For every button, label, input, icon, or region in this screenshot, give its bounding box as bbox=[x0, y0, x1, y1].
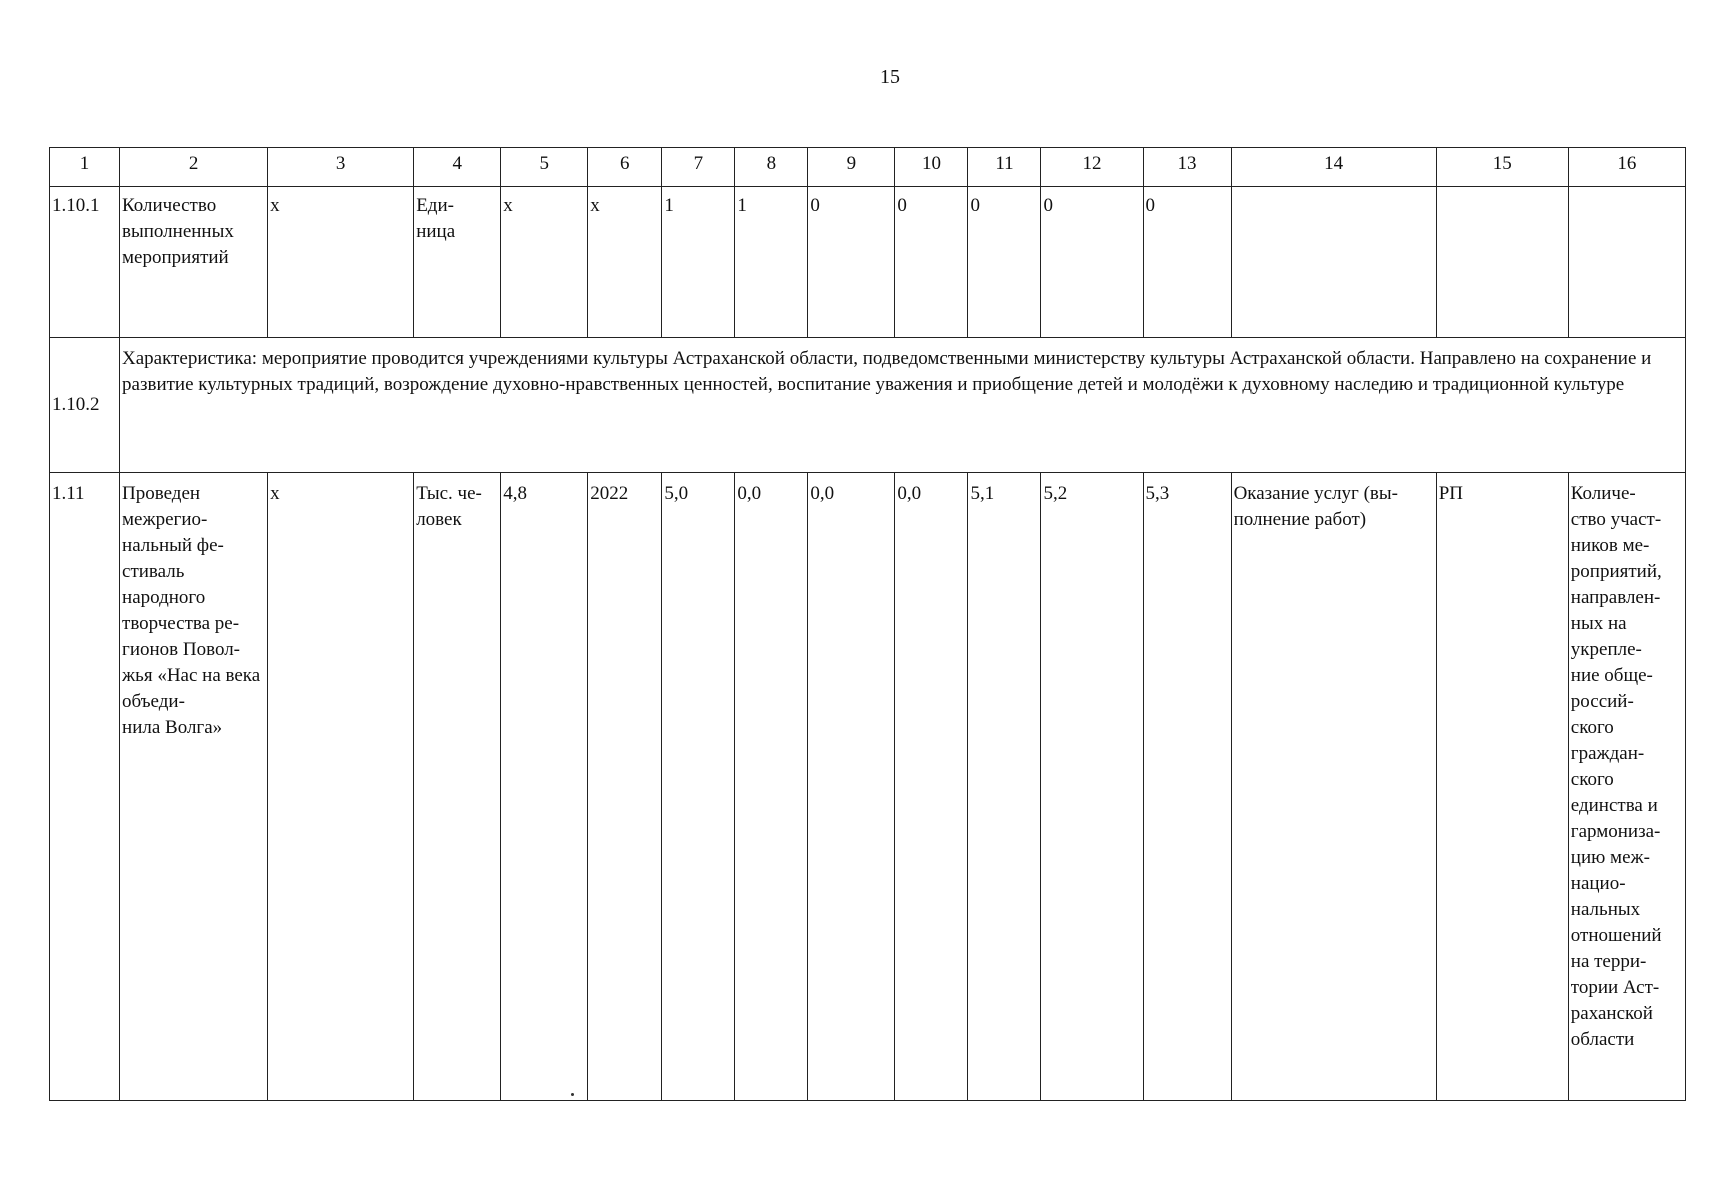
table-cell: 0,0 bbox=[895, 473, 968, 1101]
table-cell: 4,8 bbox=[501, 473, 588, 1101]
unit-cell: Еди- ница bbox=[414, 187, 501, 338]
header-cell: 15 bbox=[1436, 148, 1568, 187]
table-cell bbox=[1568, 187, 1685, 338]
scan-speck bbox=[571, 1093, 574, 1096]
header-cell: 12 bbox=[1041, 148, 1143, 187]
header-cell: 7 bbox=[662, 148, 735, 187]
header-cell: 14 bbox=[1231, 148, 1436, 187]
service-type-cell: Оказание услуг (вы- полнение работ) bbox=[1231, 473, 1436, 1101]
table-cell: 1 bbox=[735, 187, 808, 338]
header-cell: 3 bbox=[268, 148, 414, 187]
indicator-name: Проведен межрегио- нальный фе- стиваль народного творчества ре- гионов Повол- жья «Нас на века объеди- нила Волга» bbox=[120, 473, 268, 1101]
table-cell: 1 bbox=[662, 187, 735, 338]
characteristic-text: Характеристика: мероприятие проводится учреждениями культуры Астраханской области, подведомственными министерству культуры Астраханской области. Направлено на сохранение и развитие культурных традиций, возрождение духовно-нравственных ценностей, воспитание уважения и приобщение детей и молодёжи к духовному наследию и традиционной культуре bbox=[120, 338, 1686, 473]
table-cell: 5,0 bbox=[662, 473, 735, 1101]
header-cell: 16 bbox=[1568, 148, 1685, 187]
table-cell: 0,0 bbox=[735, 473, 808, 1101]
table-cell bbox=[1231, 187, 1436, 338]
program-table bbox=[49, 147, 1686, 1101]
table-cell: 5,3 bbox=[1143, 473, 1231, 1101]
table-cell: 0 bbox=[968, 187, 1041, 338]
header-cell: 1 bbox=[50, 148, 120, 187]
table-cell: 2022 bbox=[588, 473, 662, 1101]
table-cell: 0 bbox=[808, 187, 895, 338]
indicator-name: Количество выполненных мероприятий bbox=[120, 187, 268, 338]
page-number: 15 bbox=[880, 66, 900, 88]
table-cell bbox=[1436, 187, 1568, 338]
header-cell: 13 bbox=[1143, 148, 1231, 187]
table-row bbox=[50, 338, 1686, 473]
header-cell: 2 bbox=[120, 148, 268, 187]
table-cell: х bbox=[588, 187, 662, 338]
header-cell: 11 bbox=[968, 148, 1041, 187]
table-cell: 0 bbox=[1143, 187, 1231, 338]
header-row bbox=[50, 148, 1686, 187]
header-cell: 9 bbox=[808, 148, 895, 187]
table-cell: 5,2 bbox=[1041, 473, 1143, 1101]
header-cell: 10 bbox=[895, 148, 968, 187]
header-cell: 5 bbox=[501, 148, 588, 187]
unit-cell: Тыс. че- ловек bbox=[414, 473, 501, 1101]
table-cell: 0,0 bbox=[808, 473, 895, 1101]
row-code: 1.11 bbox=[50, 473, 120, 1101]
row-code: 1.10.1 bbox=[50, 187, 120, 338]
header-cell: 6 bbox=[588, 148, 662, 187]
table-row bbox=[50, 473, 1686, 1101]
table-row bbox=[50, 187, 1686, 338]
table-cell: 0 bbox=[895, 187, 968, 338]
header-cell: 8 bbox=[735, 148, 808, 187]
header-cell: 4 bbox=[414, 148, 501, 187]
table-cell: 0 bbox=[1041, 187, 1143, 338]
row-code: 1.10.2 bbox=[50, 338, 120, 473]
table-cell: х bbox=[268, 473, 414, 1101]
indicator-description-cell: Количе- ство участ- ников ме- роприятий, направлен- ных на укрепле- ние обще- россий- ского граждан- ского единства и гармониза- цию меж- нацио- нальных отношений на терри- тории Аст- раханской области bbox=[1568, 473, 1685, 1101]
table-cell: 5,1 bbox=[968, 473, 1041, 1101]
table-cell: РП bbox=[1436, 473, 1568, 1101]
table-cell: х bbox=[268, 187, 414, 338]
table-cell: х bbox=[501, 187, 588, 338]
